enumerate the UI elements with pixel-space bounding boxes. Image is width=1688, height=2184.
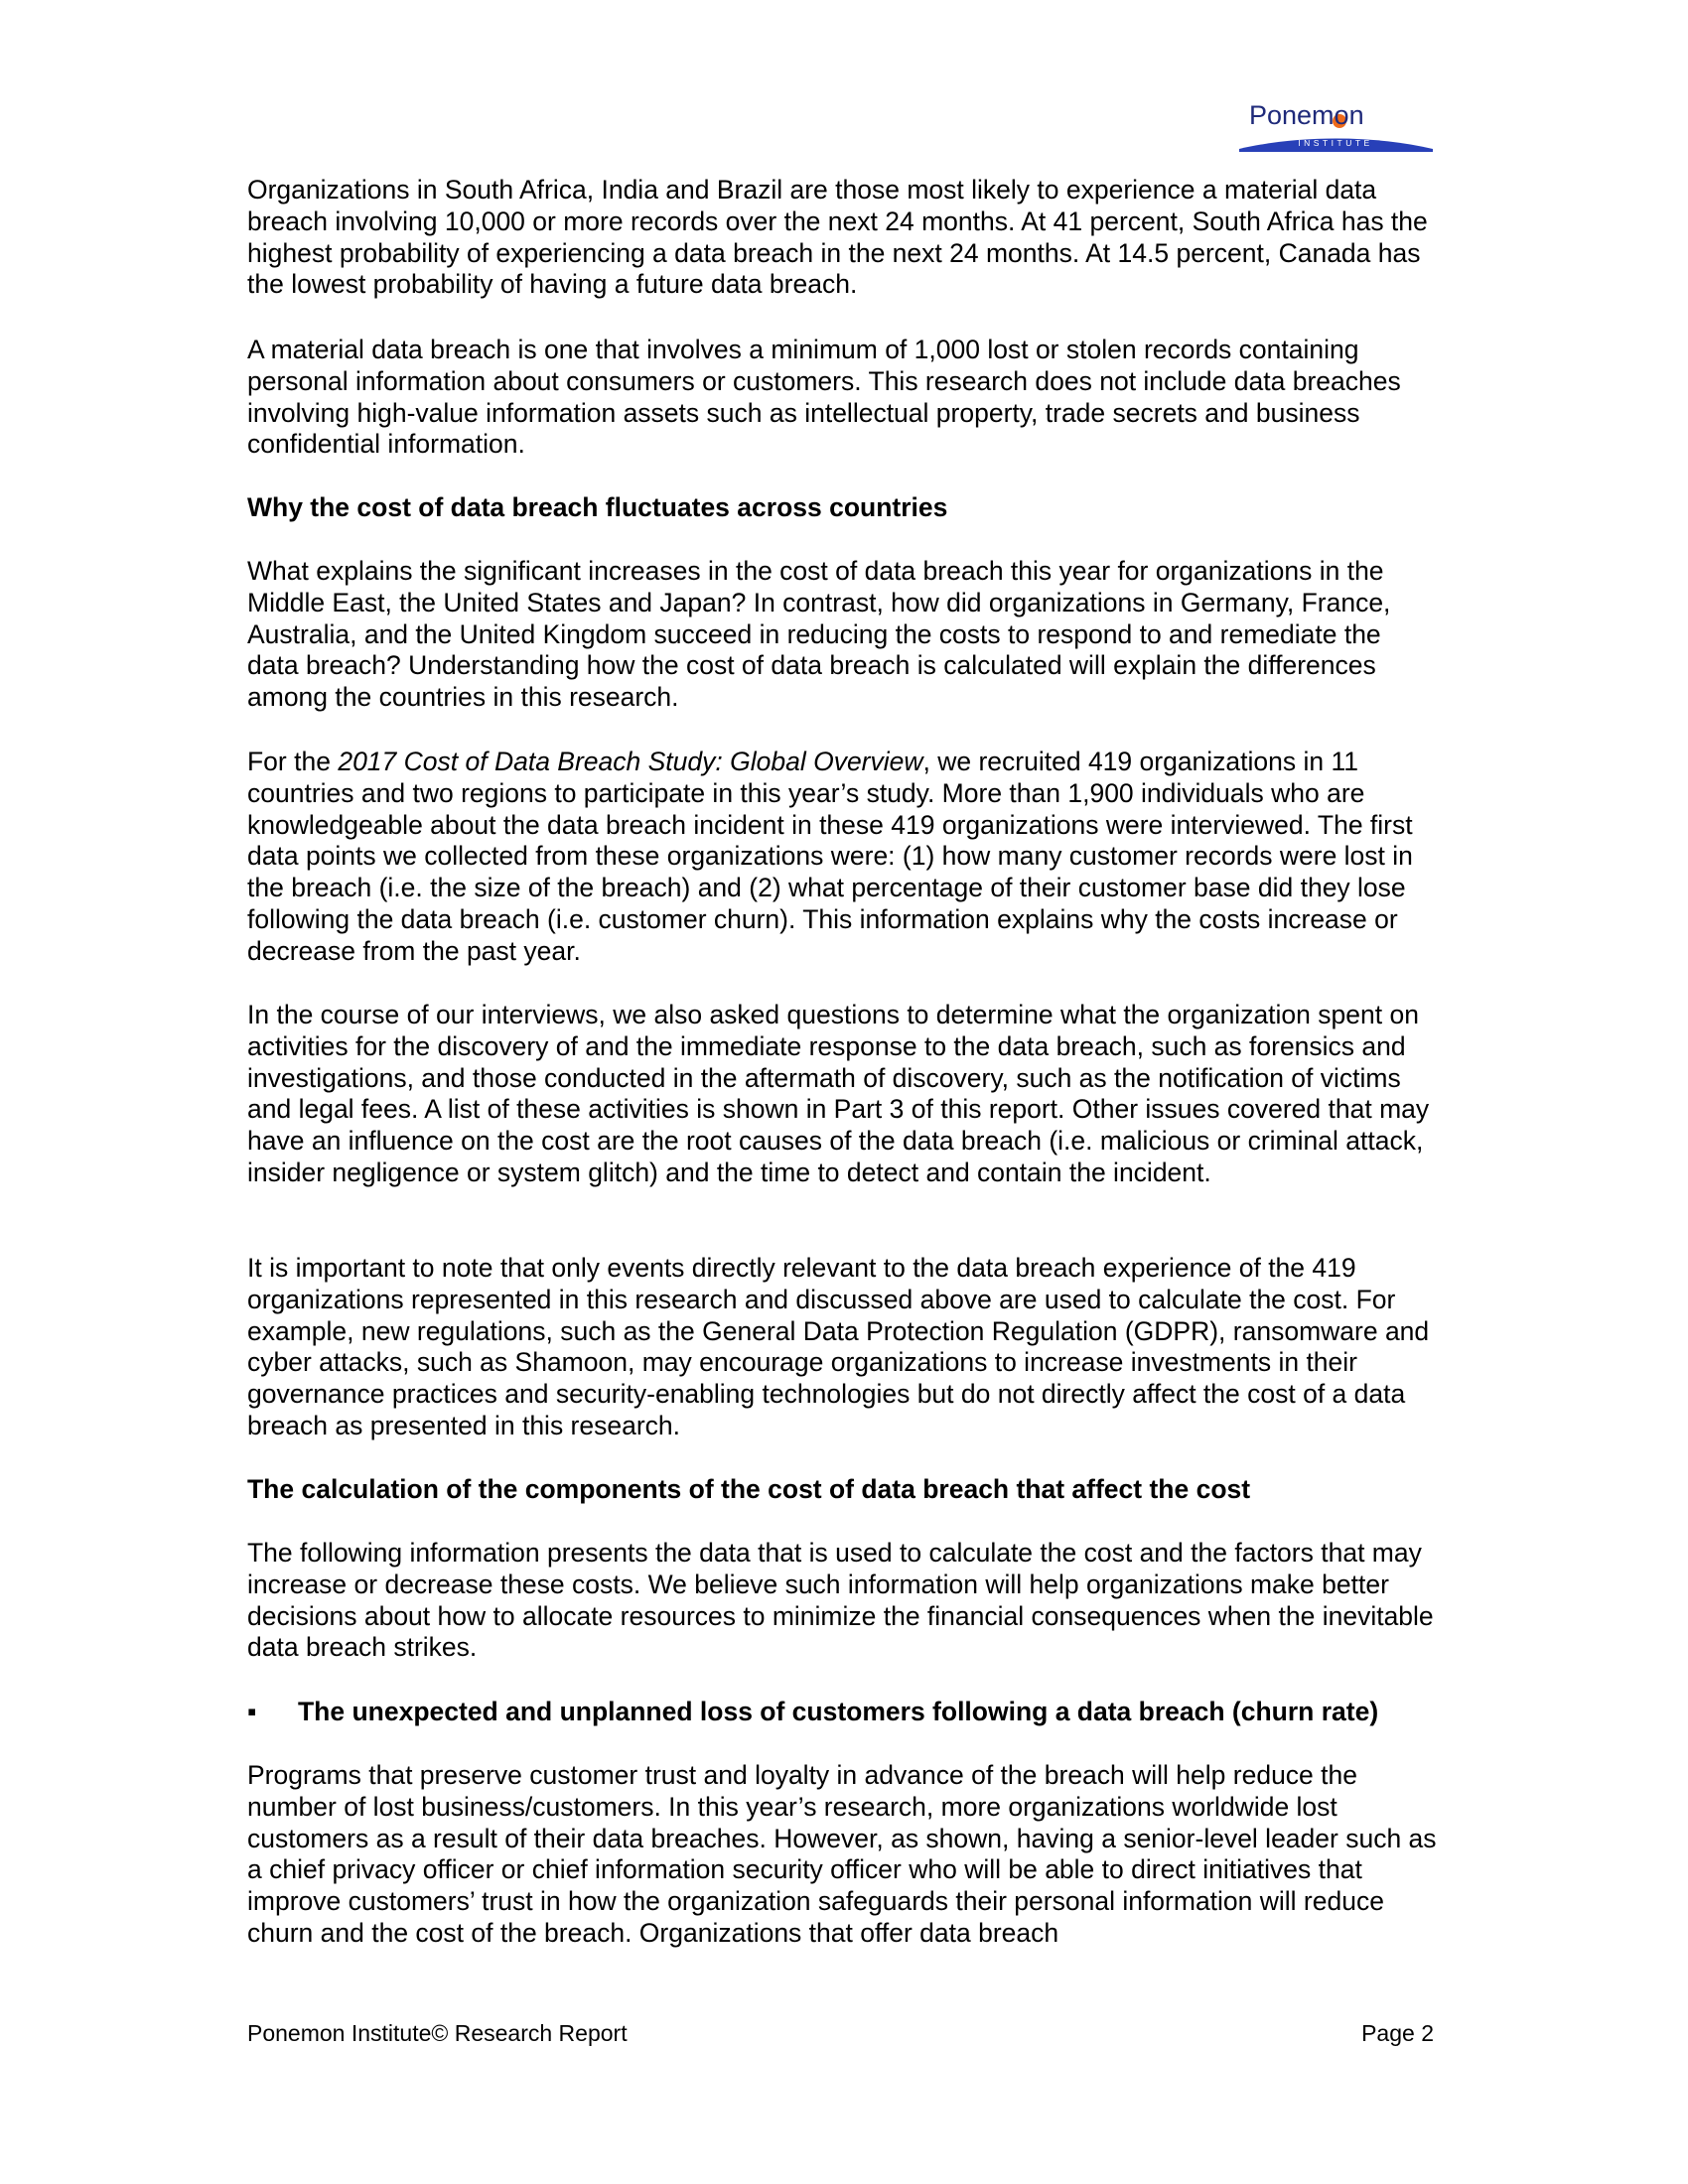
paragraph-material-breach-definition: A material data breach is one that involves a minimum of 1,000 lost or stolen records containing personal information about consumers or customers. This research does not include data breaches involving high-value information assets such as intellectual property, trade secrets and business confidential information. (247, 335, 1401, 460)
para4-rest: , we recruited 419 organizations in 11 countries and two regions to participate in this year’s study. More than 1,900 individuals who are knowledgeable about the data breach incident in these 419 organizations were interviewed. The first data points we collected from these organizations were: (1) how many customer records were lost in the breach (i.e. the size of the breach) and (2) what percentage of their customer base did they lose following the data breach (i.e. customer churn). This information explains why the costs increase or decrease from the past year. (247, 747, 1413, 966)
paragraph-cost-calculation-info: The following information presents the data that is used to calculate the cost and the factors that may increase or decrease these costs. We believe such information will help organizations make better decisions about how to allocate resources to minimize the financial consequences when the inevitable data breach strikes. (247, 1538, 1434, 1663)
heading-cost-fluctuation: Why the cost of data breach fluctuates across countries (247, 492, 948, 522)
paragraph-interview-questions: In the course of our interviews, we also asked questions to determine what the organization spent on activities for the discovery of and the immediate response to the data breach, such as forensics and investigations, and those conducted in the aftermath of discovery, such as the notification of victims and legal fees. A list of these activities is shown in Part 3 of this report. Other issues covered that may have an influence on the cost are the root causes of the data breach (i.e. malicious or criminal attack, insider negligence or system glitch) and the time to detect and contain the incident. (247, 1000, 1430, 1187)
para4-prefix: For the (247, 747, 339, 776)
logo-wordmark: Ponemon (1249, 100, 1364, 130)
paragraph-breach-likelihood: Organizations in South Africa, India and Brazil are those most likely to experience a material data breach involving 10,000 or more records over the next 24 months. At 41 percent, South Africa has the highest probability of experiencing a data breach in the next 24 months. At 14.5 percent, Canada has the lowest probability of having a future data breach. (247, 175, 1428, 300)
paragraph-relevant-events: It is important to note that only events directly relevant to the data breach experience of the 419 organizations represented in this research and discussed above are used to calculate the cost. For example, new regulations, such as the General Data Protection Regulation (GDPR), ransomware and cyber attacks, such as Shamoon, may encourage organizations to increase investments in their governance practices and security-enabling technologies but do not directly affect the cost of a data breach as presented in this research. (247, 1253, 1430, 1440)
footer-page-number: Page 2 (1361, 2020, 1434, 2046)
ponemon-institute-logo (1239, 97, 1433, 153)
logo-subtitle: INSTITUTE (1298, 138, 1373, 148)
paragraph-cost-increases: What explains the significant increases in the cost of data breach this year for organizations in the Middle East, the United States and Japan? In contrast, how did organizations in Germany, France, Australia, and the United Kingdom succeed in reducing the costs to respond to and remediate the data breach? Understanding how the cost of data breach is calculated will explain the differences among the countries in this research. (247, 556, 1391, 713)
footer-report-name: Ponemon Institute© Research Report (247, 2020, 628, 2046)
paragraph-customer-trust-programs: Programs that preserve customer trust and loyalty in advance of the breach will help reduce the number of lost business/customers. In this year’s research, more organizations worldwide lost customers as a result of their data breaches. However, as shown, having a senior-level leader such as a chief privacy officer or chief information security officer who will be able to direct initiatives that improve customers’ trust in how the organization safeguards their personal information will reduce churn and the cost of the breach. Organizations that offer data breach (247, 1760, 1437, 1948)
study-title: 2017 Cost of Data Breach Study: Global Overview (338, 747, 923, 776)
bullet-heading-text: The unexpected and unplanned loss of customers following a data breach (churn rate) (298, 1697, 1379, 1726)
bullet-square-icon: ▪ (247, 1697, 257, 1726)
heading-cost-components: The calculation of the components of the cost of data breach that affect the cost (247, 1474, 1251, 1504)
paragraph-study-recruitment (247, 747, 1439, 968)
